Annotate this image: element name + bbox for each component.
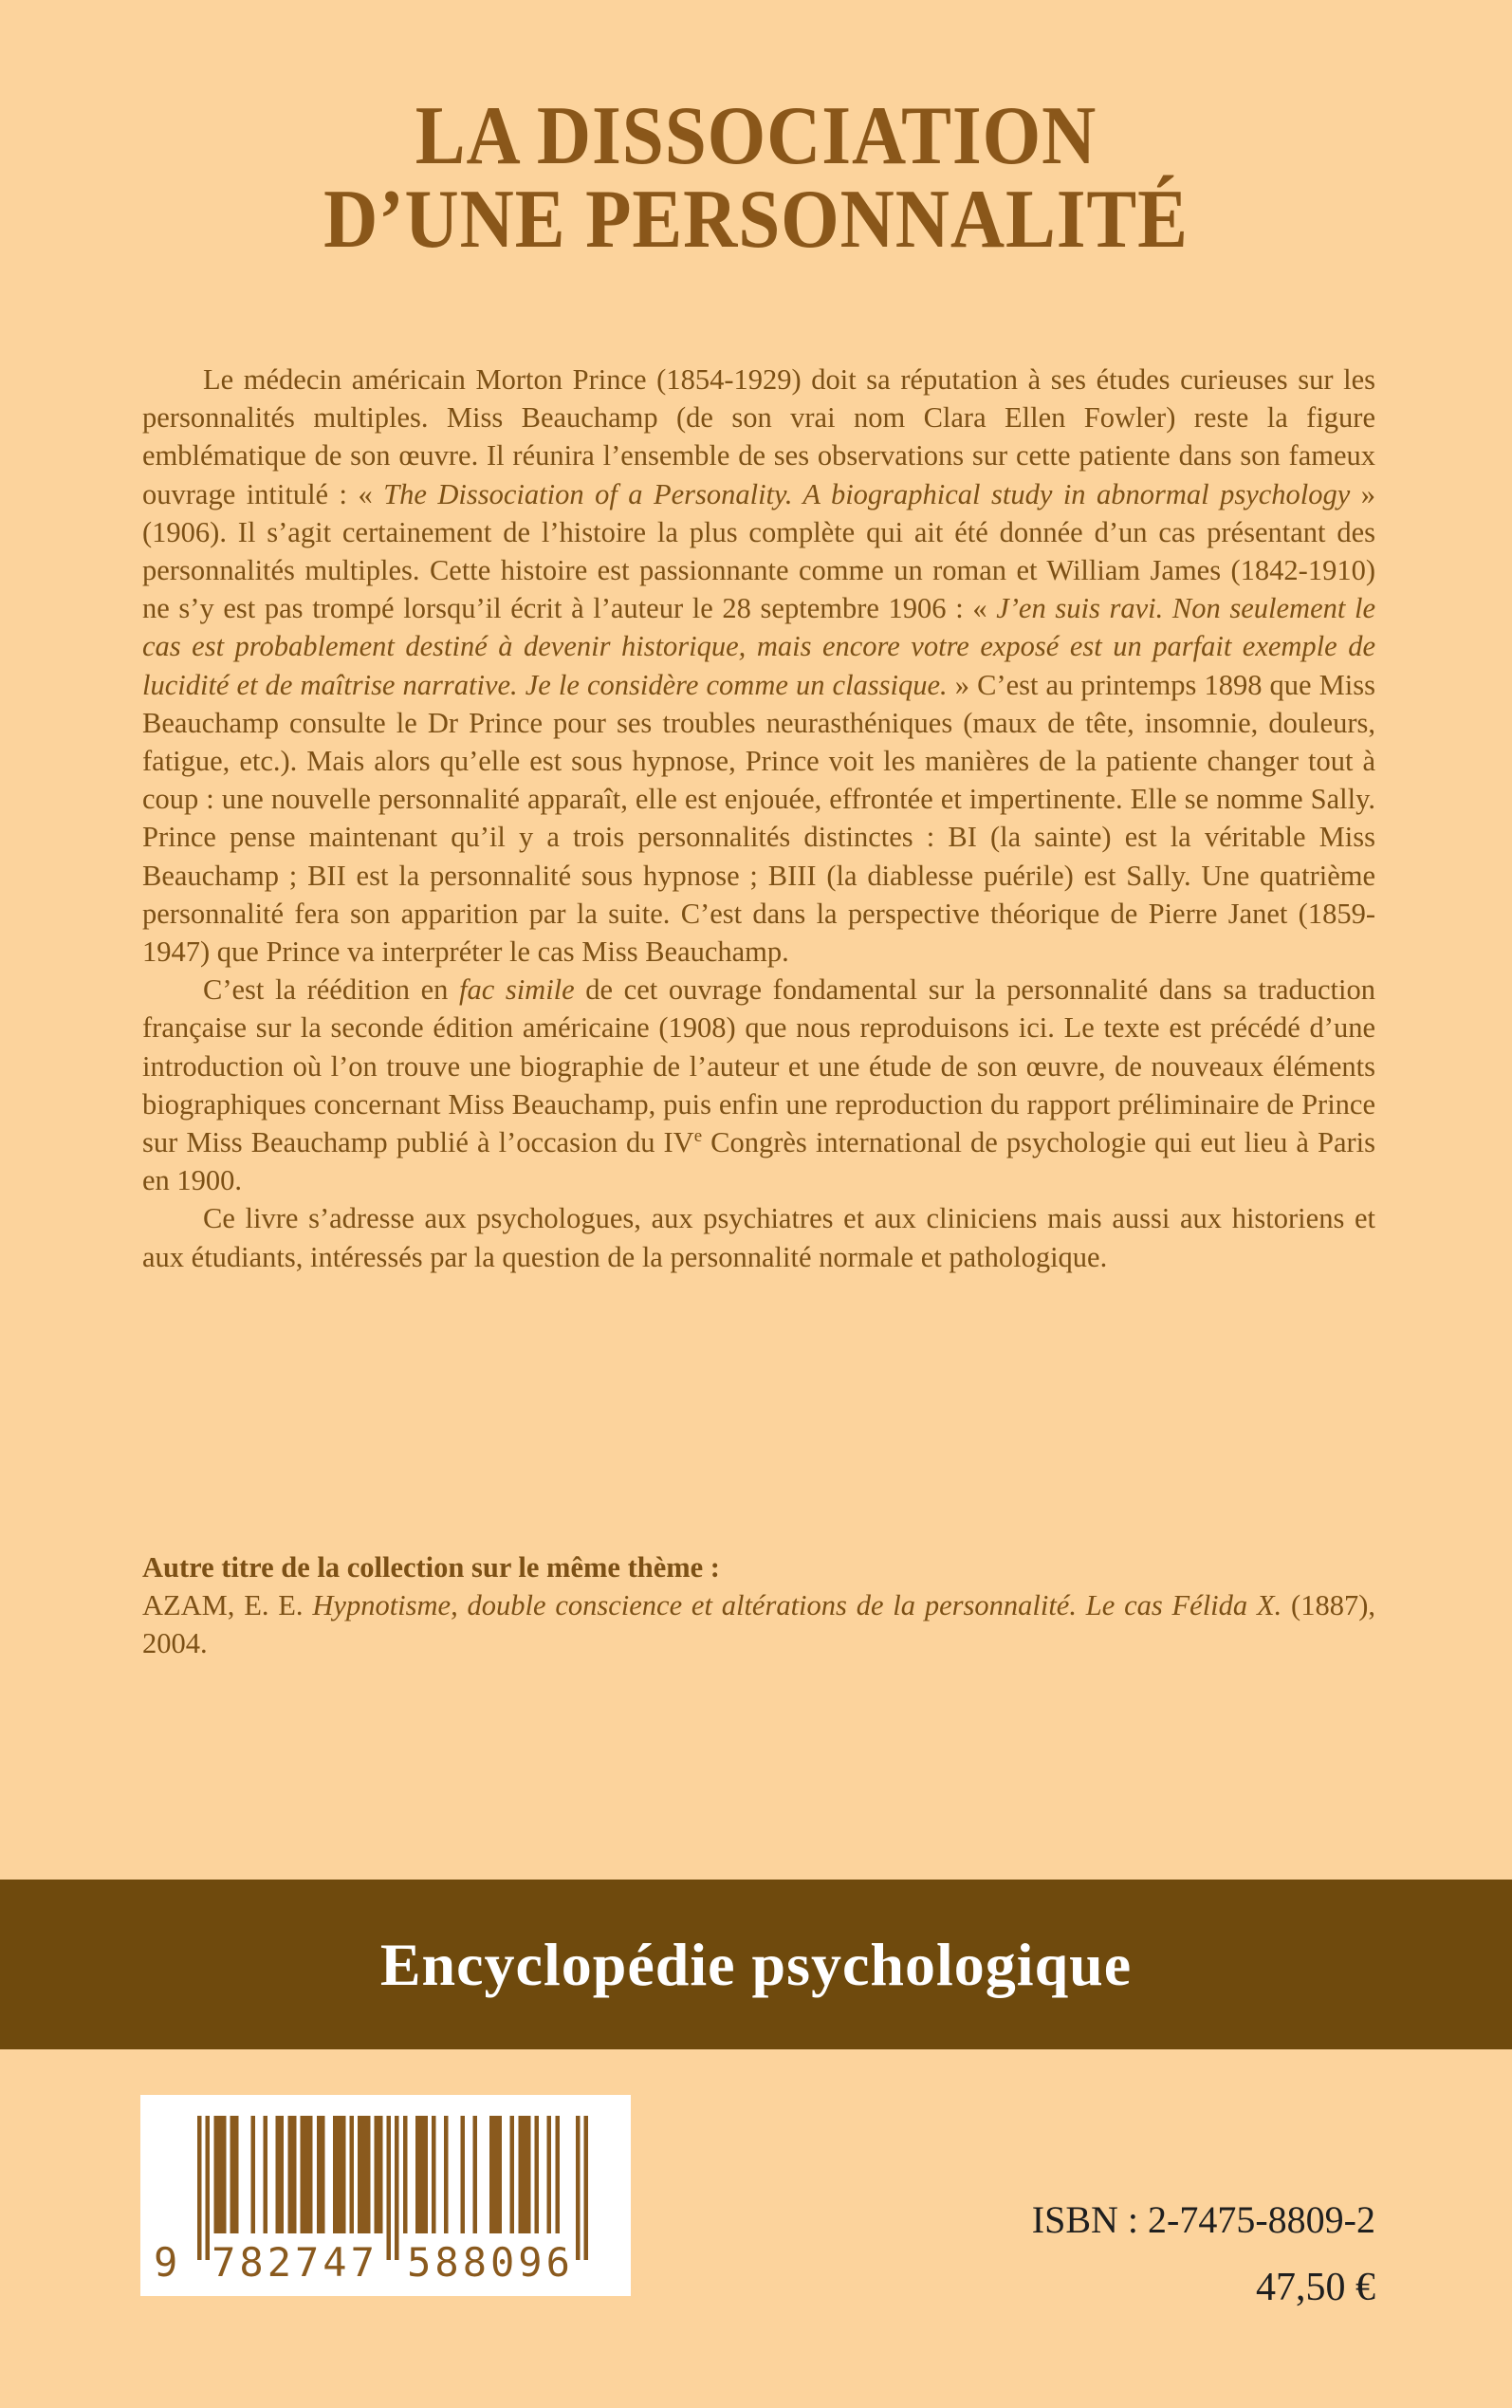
barcode-digit-prefix: 9 [154, 2239, 178, 2286]
price: 47,50 € [1256, 2266, 1375, 2309]
series-band [0, 1880, 1512, 2049]
synopsis [142, 361, 1375, 1276]
book-title-line2: D’UNE PERSONNALITÉ [323, 174, 1189, 266]
isbn: ISBN : 2-7475-8809-2 [1031, 2198, 1375, 2241]
collection-entry: AZAM, E. E. Hypnotisme, double conscience et altérations de la personnalité. Le cas Félida X. (1887), 2004. [142, 1589, 1375, 1660]
barcode-digits [154, 2239, 588, 2286]
synopsis-paragraph-2: C’est la réédition en fac simile de cet ouvrage fondamental sur la personnalité dans sa traduction française sur la seconde édition américaine (1908) que nous reproduisons ici. Le texte est précédé d’une introduction où l’on trouve une biographie de l’auteur et une étude de son œuvre, de nouveaux éléments biographiques concernant Miss Beauchamp, puis enfin une reproduction du rapport préliminaire de Prince sur Miss Beauchamp publié à l’occasion du IVe Congrès international de psychologie qui eut lieu à Paris en 1900. [142, 973, 1375, 1197]
series-name: Encyclopédie psychologique [379, 1930, 1133, 1998]
collection-heading: Autre titre de la collection sur le même thème : [142, 1551, 720, 1584]
barcode-digits-right: 588096 [407, 2239, 574, 2286]
synopsis-paragraph-1: Le médecin américain Morton Prince (1854-1929) doit sa réputation à ses études curieuses sur les personnalités multiples. Miss Beauchamp (de son vrai nom Clara Ellen Fowler) reste la figure emblématique de son œuvre. Il réunira l’ensemble de ses observations sur cette patiente dans son fameux ouvrage intitulé : « The Dissociation of a Personality. A biographical study in abnormal psychology » (1906). Il s’agit certainement de l’histoire la plus complète qui ait été donnée d’un cas présentant des personnalités multiples. Cette histoire est passionnante comme un roman et William James (1842-1910) ne s’y est pas trompé lorsqu’il écrit à l’auteur le 28 septembre 1906 : « J’en suis ravi. Non seulement le cas est probablement destiné à devenir historique, mais encore votre exposé est un parfait exemple de lucidité et de maîtrise narrative. Je le considère comme un classique. » C’est au printemps 1898 que Miss Beauchamp consulte le Dr Prince pour ses troubles neurasthéniques (maux de tête, insomnie, douleurs, fatigue, etc.). Mais alors qu’elle est sous hypnose, Prince voit les manières de la patiente changer tout à coup : une nouvelle personnalité apparaît, elle est enjouée, effrontée et impertinente. Elle se nomme Sally. Prince pense maintenant qu’il y a trois personnalités distinctes : BI (la sainte) est la véritable Miss Beauchamp ; BII est la personnalité sous hypnose ; BIII (la diablesse puérile) est Sally. Une quatrième personnalité fera son apparition par la suite. C’est dans la perspective théorique de Pierre Janet (1859-1947) que Prince va interpréter le cas Miss Beauchamp. [142, 363, 1376, 969]
barcode-digits-left: 782747 [212, 2239, 378, 2286]
synopsis-paragraph-3: Ce livre s’adresse aux psychologues, aux psychiatres et aux cliniciens mais aussi aux historiens et aux étudiants, intéressés par la question de la personnalité normale et pathologique. [142, 1202, 1375, 1273]
barcode-inner [154, 2116, 588, 2286]
barcode [140, 2095, 631, 2296]
book-title-line1: LA DISSOCIATION [415, 90, 1097, 182]
book-title [76, 90, 1437, 266]
isbn-price-block [1032, 2197, 1375, 2310]
collection-note [142, 1548, 1375, 1663]
